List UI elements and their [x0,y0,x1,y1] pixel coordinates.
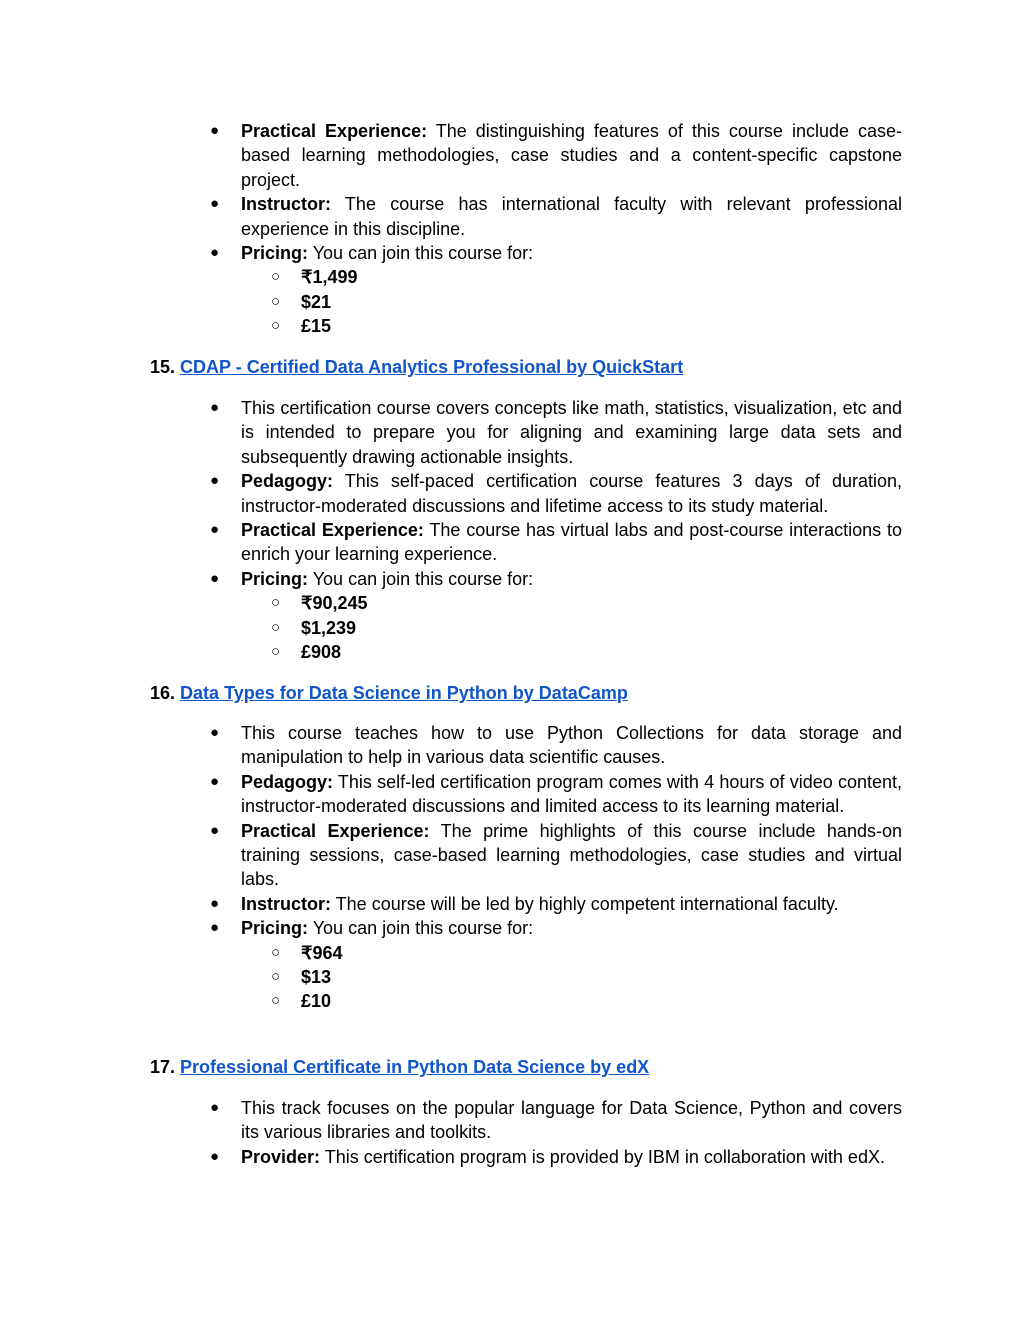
item-text: The course has international faculty with relevant professional experience in this discipline. [241,194,902,239]
bullet-icon: ● [210,472,220,490]
item-label: Pricing: [241,568,309,589]
bullet-icon: ● [210,919,220,937]
bullet-icon: ● [210,399,220,416]
section-17-heading [150,1055,649,1079]
list-item [150,518,902,567]
section-15-heading [150,355,683,379]
item-text: This track focuses on the popular language for Data Science, Python and covers its various libraries and toolkits. [241,1098,902,1143]
list-item [150,721,902,770]
price-item [150,314,902,338]
list-item [150,192,902,241]
sub-bullet-icon: ○ [271,292,281,310]
section-number: 17. [150,1057,176,1077]
list-item [150,892,902,916]
item-text: This self-led certification program comes with 4 hours of video content, instructor-moderated discussions and limited access to its learning material. [241,771,902,817]
item-text: You can join this course for: [308,918,534,939]
section-16-body [150,721,902,1014]
price-item [150,591,902,615]
section-17-body [150,1096,902,1169]
bullet-icon: ● [210,122,220,139]
item-label: Instructor: [241,893,331,914]
price-item [150,965,902,989]
sub-bullet-icon: ○ [271,943,281,961]
bullet-icon: ● [210,894,220,912]
item-label: Practical Experience: [241,820,430,841]
list-item [150,1096,902,1145]
list-item [150,567,902,591]
price-item [150,640,902,664]
course-link-cdap[interactable]: CDAP - Certified Data Analytics Professional by QuickStart [180,357,684,377]
item-label: Provider: [241,1146,321,1167]
item-label: Pedagogy: [241,471,334,492]
section-number: 16. [150,683,176,703]
item-text: This self-paced certification course features 3 days of duration, instructor-moderated discussions and lifetime access to its study material. [241,471,902,516]
item-label: Pedagogy: [241,771,334,792]
list-item [150,241,902,265]
list-item [150,396,902,469]
list-item [150,916,902,940]
sub-bullet-icon: ○ [271,618,281,636]
price-item [150,941,902,965]
item-label: Practical Experience: [241,121,428,141]
list-item [150,469,902,518]
bullet-icon: ● [210,724,220,741]
price-inr: ₹1,499 [301,267,358,288]
price-item [150,616,902,640]
item-label: Pricing: [241,918,309,939]
price-gbp: £10 [301,991,332,1012]
item-text: You can join this course for: [308,243,534,264]
bullet-icon: ● [210,244,220,262]
price-item [150,290,902,314]
section-number: 15. [150,357,176,377]
course-link-edx[interactable]: Professional Certificate in Python Data Science by edX [180,1057,650,1077]
item-text: This certification course covers concepts like math, statistics, visualization, etc and is intended to prepare you for aligning and examining large data sets and subsequently drawing actionable insights. [241,398,902,467]
item-text: You can join this course for: [308,568,534,589]
price-usd: $13 [301,967,332,988]
list-item [150,119,902,192]
course-link-datacamp[interactable]: Data Types for Data Science in Python by DataCamp [180,683,628,703]
price-inr: ₹90,245 [301,593,368,614]
section-15-body [150,396,902,664]
price-item [150,265,902,289]
item-text: This course teaches how to use Python Collections for data storage and manipulation to help in various data scientific causes. [241,723,902,768]
list-item [150,819,902,892]
sub-bullet-icon: ○ [271,968,281,986]
item-text: The course will be led by highly competent international faculty. [331,893,839,914]
item-label: Pricing: [241,243,309,264]
section-16-heading [150,681,628,705]
sub-bullet-icon: ○ [271,317,281,335]
price-gbp: £15 [301,316,332,337]
bullet-icon: ● [210,521,220,539]
bullet-icon: ● [210,195,220,213]
sub-bullet-icon: ○ [271,268,281,286]
bullet-icon: ● [210,772,220,790]
item-text: The distinguishing features of this course include case-based learning methodologies, case studies and a content-specific capstone project. [241,121,902,190]
item-text: The course has virtual labs and post-course interactions to enrich your learning experience. [241,520,902,565]
price-usd: $1,239 [301,617,357,638]
price-item [150,989,902,1013]
price-gbp: £908 [301,642,342,663]
item-text: This certification program is provided by IBM in collaboration with edX. [320,1146,885,1167]
bullet-icon: ● [210,1147,220,1165]
bullet-icon: ● [210,821,220,839]
list-item [150,1145,902,1169]
price-inr: ₹964 [301,942,343,963]
item-label: Instructor: [241,194,331,215]
item-text: The prime highlights of this course include hands-on training sessions, case-based learning methodologies, case studies and virtual labs. [241,820,902,890]
sub-bullet-icon: ○ [271,594,281,612]
section-14-tail [150,119,902,339]
list-item [150,770,902,819]
bullet-icon: ● [210,569,220,587]
price-usd: $21 [301,291,332,312]
sub-bullet-icon: ○ [271,992,281,1010]
bullet-icon: ● [210,1099,220,1116]
sub-bullet-icon: ○ [271,643,281,661]
item-label: Practical Experience: [241,520,424,541]
